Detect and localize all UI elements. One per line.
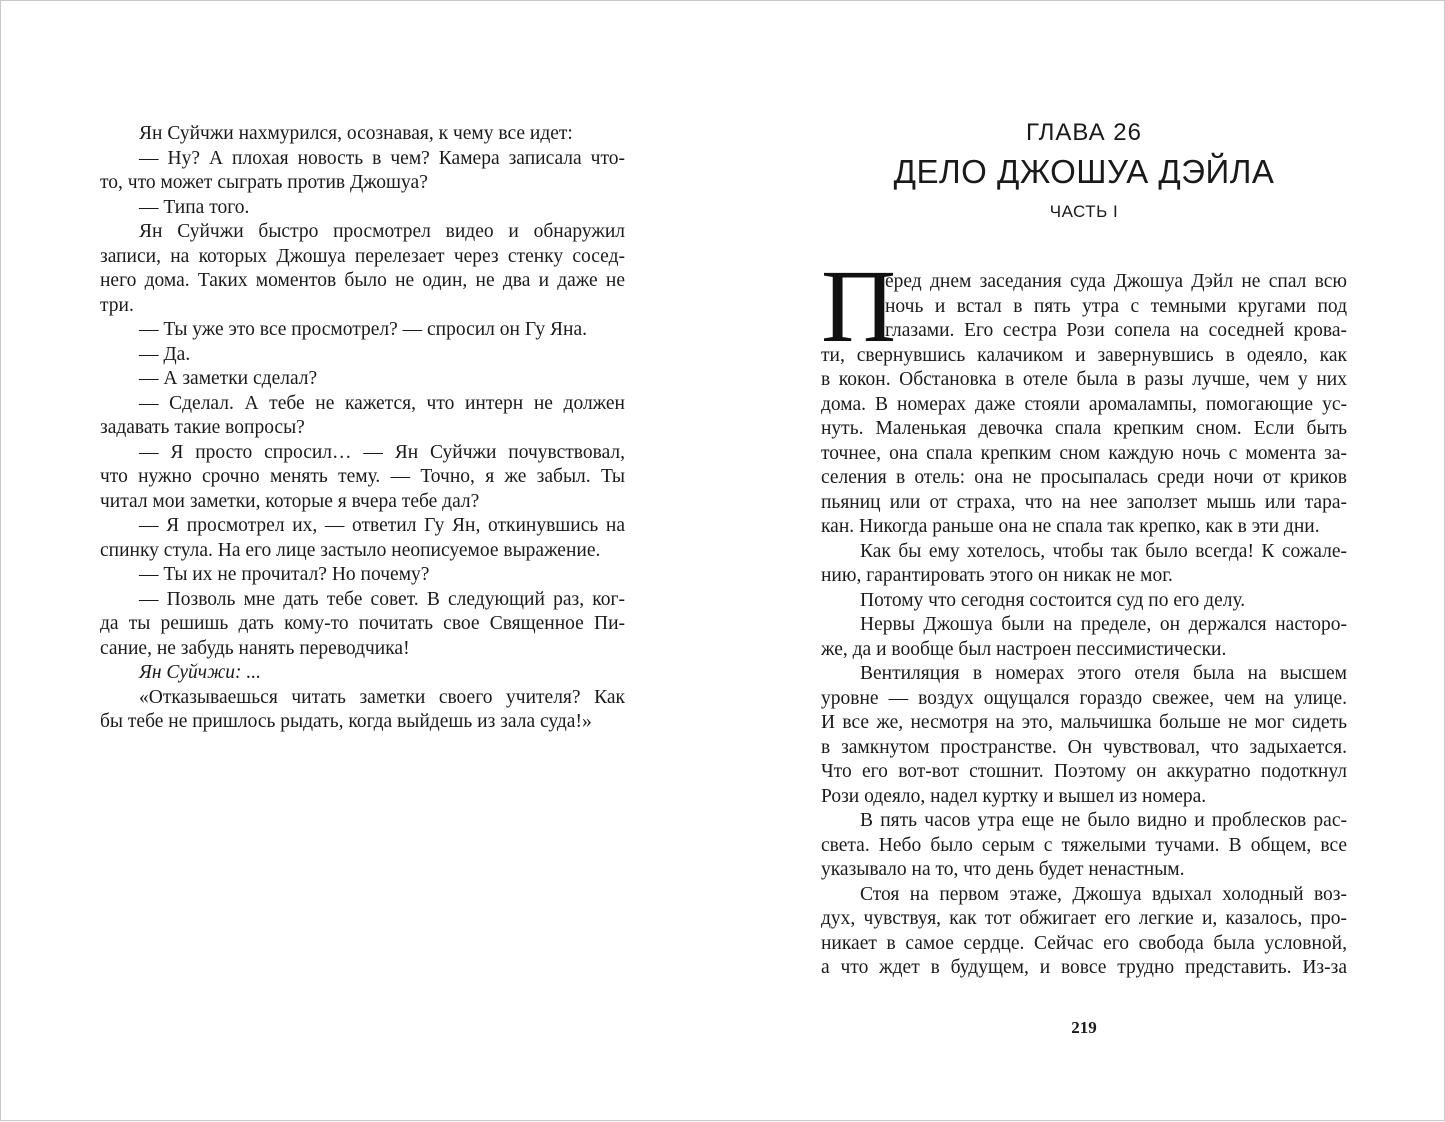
text-line: селения в отель: она не просыпалась среди ночи от криков — [821, 467, 1347, 488]
right-page — [723, 1, 1445, 1122]
text-line: — Ты их не прочитал? Но почему? — [139, 564, 430, 585]
text-line: записи, на которых Джошуа перелезает через стенку сосед- — [100, 245, 625, 267]
text-line: в кокон. Обстановка в отеле была в разы лучше, чем у них — [821, 369, 1347, 390]
text-line: то, что может сыграть против Джошуа? — [100, 172, 428, 193]
chapter-number: ГЛАВА 26 — [1026, 119, 1142, 146]
text-line: указывало на то, что день будет ненастным. — [821, 859, 1185, 880]
text-line: — Позволь мне дать тебе совет. В следующий раз, ког- — [139, 588, 625, 610]
text-line: — Я просто спросил… — Ян Суйчжи почувствовал, — [139, 441, 625, 463]
text-line: Вентиляция в номерах этого отеля была на высшем — [860, 663, 1347, 684]
text-line: пьяниц или от страха, что на нее заползет мышь или тара- — [821, 491, 1347, 513]
text-line: — Я просмотрел их, — ответил Гу Ян, откинувшись на — [139, 515, 625, 536]
text-line: «Отказываешься читать заметки своего учителя? Как — [139, 686, 625, 708]
text-line: да ты решишь дать кому-то почитать свое Священное Пи- — [100, 613, 625, 634]
text-line: В пять часов утра еще не было видно и проблесков рас- — [860, 810, 1347, 831]
text-line: никает в самое сердце. Сейчас его свобода была условной, — [821, 932, 1347, 954]
text-line: него дома. Таких моментов было не один, не два и даже не — [100, 270, 625, 291]
page-number: 219 — [1071, 1018, 1097, 1037]
text-line: Потому что сегодня состоится суд по его делу. — [860, 589, 1246, 611]
text-line: дома. В номерах даже стояли аромалампы, помогающие ус- — [821, 393, 1347, 415]
chapter-title: ДЕЛО ДЖОШУА ДЭЙЛА — [893, 153, 1275, 190]
text-line: что нужно срочно менять тему. — Точно, я же забыл. Ты — [100, 466, 625, 487]
text-line: нуть. Маленькая девочка спала крепким сном. Если быть — [821, 418, 1347, 439]
text-line: — Ты уже это все просмотрел? — спросил он Гу Яна. — [139, 319, 587, 340]
left-page — [1, 1, 723, 1122]
text-line: три. — [100, 294, 134, 316]
text-line: кан. Никогда раньше она не спала так крепко, как в эти дни. — [821, 516, 1320, 537]
text-line: Ян Суйчжи: ... — [139, 662, 261, 683]
text-line: — Сделал. А тебе не кажется, что интерн не должен — [139, 392, 625, 414]
drop-cap-text-line: ночь и встал в пять утра с темными кругами под — [885, 295, 1347, 317]
text-line: уровне — воздух ощущался гораздо свежее, чем на улице. — [821, 687, 1347, 709]
drop-cap-text-line: глазами. Его сестра Рози сопела на соседней крова- — [885, 320, 1347, 341]
text-line: спинку стула. На его лице застыло неописуемое выражение. — [100, 539, 601, 561]
drop-cap-letter: П — [821, 249, 897, 364]
left-text-column — [100, 122, 625, 735]
drop-cap-text-line: еред днем заседания суда Джошуа Дэйл не спал всю — [885, 271, 1347, 292]
text-line: Что его вот-вот стошнит. Поэтому он аккуратно подоткнул — [821, 761, 1347, 782]
text-line: нию, гарантировать этого он никак не мог. — [821, 565, 1173, 586]
text-line: ти, свернувшись калачиком и завернувшись в одеяло, как — [821, 344, 1347, 366]
text-line: точнее, она спала крепким сном каждую ночь с момента за- — [821, 442, 1347, 464]
text-line: сание, не забудь нанять переводчика! — [100, 637, 410, 659]
text-line: в замкнутом пространстве. Он чувствовал, что задыхается. — [821, 736, 1347, 758]
chapter-part: ЧАСТЬ I — [1049, 202, 1119, 221]
text-line: Как бы ему хотелось, чтобы так было всегда! К сожале- — [860, 540, 1347, 562]
right-text-column — [821, 249, 1347, 981]
text-line: И все же, несмотря на это, мальчишка больше не мог сидеть — [821, 712, 1347, 733]
text-line: Рози одеяло, надел куртку и вышел из номера. — [821, 785, 1207, 807]
text-line: — Ну? А плохая новость в чем? Камера записала что- — [139, 147, 625, 169]
text-line: задавать такие вопросы? — [100, 417, 305, 438]
text-line: а что ждет в будущем, и вовсе трудно представить. Из-за — [821, 957, 1347, 978]
text-line: — А заметки сделал? — [139, 368, 318, 389]
text-line: бы тебе не пришлось рыдать, когда выйдешь из зала суда!» — [100, 711, 592, 732]
text-line: Нервы Джошуа были на пределе, он держался насторо- — [860, 614, 1347, 635]
text-line: Ян Суйчжи быстро просмотрел видео и обнаружил — [139, 221, 625, 242]
text-line: читал мои заметки, которые я вчера тебе дал? — [100, 490, 480, 512]
text-line: же, да и вообще был настроен пессимистически. — [821, 638, 1227, 660]
text-line: дух, чувствуя, как тот обжигает его легкие и, казалось, про- — [821, 908, 1347, 929]
text-line: Ян Суйчжи нахмурился, осознавая, к чему все идет: — [139, 123, 573, 144]
text-line: — Типа того. — [139, 196, 250, 218]
text-line: Стоя на первом этаже, Джошуа вдыхал холодный воз- — [860, 883, 1347, 905]
text-line: — Да. — [139, 343, 191, 365]
text-line: света. Небо было серым с тяжелыми тучами. В общем, все — [821, 834, 1347, 856]
